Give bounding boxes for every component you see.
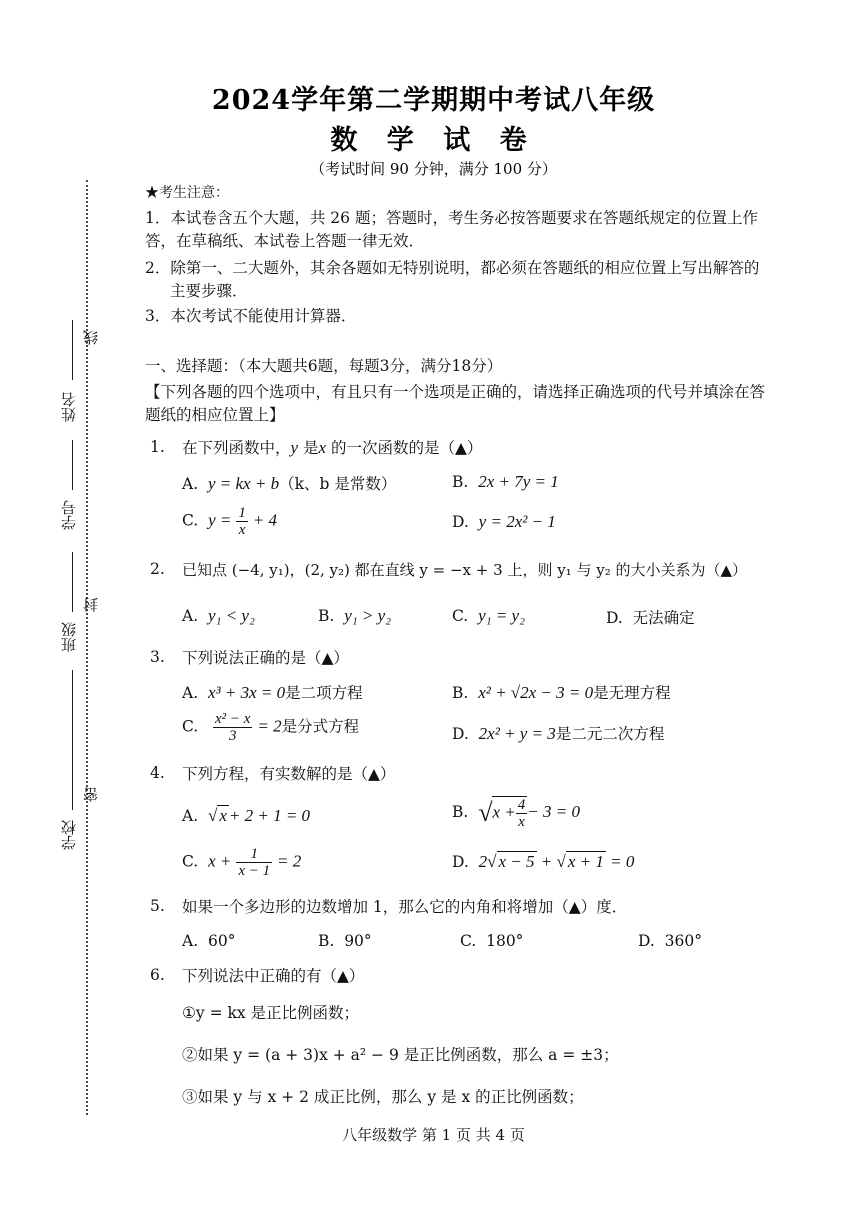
- q5-option-a: A. 60°: [182, 932, 236, 950]
- q6-item-2: ②如果 y = (a + 3)x + a² − 9 是正比例函数，那么 a = ±3；: [182, 1046, 619, 1064]
- notice-heading: ★考生注意：: [145, 185, 229, 201]
- q4-option-b: B. √x + $\frac{4}{x}$ − 3 = 0: [452, 797, 580, 830]
- q4-number: 4.: [150, 764, 165, 782]
- section1-heading: 一、选择题：（本大题共6题，每题3分，满分18分）: [145, 357, 503, 375]
- q1-stem: 在下列函数中，y 是x 的一次函数的是（▲）: [182, 438, 483, 457]
- q2-stem: 已知点 (−4, y₁)，(2, y₂) 都在直线 y = −x + 3 上，则 y₁ 与 y₂ 的大小关系为（▲）: [182, 561, 748, 579]
- exam-subtitle: 数 学 试 卷: [330, 125, 537, 156]
- q1-option-b: B. 2x + 7y = 1: [452, 472, 559, 491]
- q4-option-d: D. 2√ x − 5 + √ x + 1 = 0: [452, 852, 635, 871]
- q4-option-c: C. x + $\frac{1}{x - 1}$ = 2: [182, 846, 302, 879]
- section1-instruction-2: 题纸的相应位置上】: [145, 406, 285, 424]
- q1-number: 1.: [150, 438, 165, 456]
- school-underline: [72, 670, 73, 810]
- exam-time-note: （考试时间 90 分钟，满分 100 分）: [310, 160, 557, 178]
- q2-option-d: D. 无法确定: [606, 609, 695, 627]
- id-underline: [72, 440, 73, 490]
- q5-option-d: D. 360°: [638, 932, 703, 950]
- q2-option-b: B. y₁ > y₂: [318, 606, 392, 625]
- notice-line-3: 2．除第一、二大题外，其余各题如无特别说明，都必须在答题纸的相应位置上写出解答的: [145, 259, 760, 277]
- notice-line-5: 3．本次考试不能使用计算器．: [145, 307, 357, 325]
- q5-stem: 如果一个多边形的边数增加 1，那么它的内角和将增加（▲）度．: [182, 898, 628, 916]
- q6-item-3: ③如果 y 与 x + 2 成正比例，那么 y 是 x 的正比例函数；: [182, 1088, 584, 1106]
- class-label: 班级: [60, 622, 78, 652]
- binding-dotted-line: [86, 180, 88, 1115]
- id-label: 学号: [60, 500, 78, 530]
- school-label: 学校: [60, 820, 78, 850]
- q6-item-1: ①y = kx 是正比例函数；: [182, 1004, 360, 1022]
- q1-option-c: C. y = $\frac{1}{x}$ + 4: [182, 505, 277, 538]
- q2-option-a: A. y₁ < y₂: [182, 606, 255, 625]
- notice-line-4: 主要步骤．: [170, 282, 248, 300]
- page-footer: 八年级数学 第 1 页 共 4 页: [342, 1126, 525, 1144]
- q3-option-a: A. x³ + 3x = 0是二项方程: [182, 683, 363, 702]
- q1-option-d: D. y = 2x² − 1: [452, 512, 556, 531]
- q6-stem: 下列说法中正确的有（▲）: [182, 967, 365, 985]
- q3-option-c: C. $\frac{\text{x² − x}}{3}$ = 2是分式方程: [182, 711, 360, 744]
- seal-mark-line: 线: [82, 330, 100, 345]
- q5-number: 5.: [150, 897, 165, 915]
- q6-number: 6.: [150, 966, 165, 984]
- q3-stem: 下列说法正确的是（▲）: [182, 649, 349, 667]
- q4-stem: 下列方程，有实数解的是（▲）: [182, 765, 396, 783]
- seal-mark-seal: 封: [82, 597, 100, 612]
- q5-option-b: B. 90°: [318, 932, 372, 950]
- name-label: 姓名: [60, 392, 78, 422]
- q3-option-b: B. x² + √2x − 3 = 0是无理方程: [452, 683, 671, 702]
- notice-line-2: 答，在草稿纸、本试卷上答题一律无效．: [145, 232, 425, 250]
- class-underline: [72, 552, 73, 612]
- section1-instruction-1: 【下列各题的四个选项中，有且只有一个选项是正确的，请选择正确选项的代号并填涂在答: [145, 383, 766, 401]
- q2-option-c: C. y₁ = y₂: [452, 606, 525, 625]
- q3-option-d: D. 2x² + y = 3是二元二次方程: [452, 724, 665, 743]
- q2-number: 2.: [150, 560, 165, 578]
- seal-mark-close: 密: [82, 787, 100, 802]
- q5-option-c: C. 180°: [460, 932, 524, 950]
- name-underline: [72, 320, 73, 380]
- q3-number: 3.: [150, 648, 165, 666]
- notice-line-1: 1．本试卷含五个大题，共 26 题；答题时，考生务必按答题要求在答题纸规定的位置上作: [145, 209, 758, 227]
- q1-option-a: A. y = kx + b（k、b 是常数）: [182, 474, 397, 493]
- q4-option-a: A. √ x + 2 + 1 = 0: [182, 806, 311, 825]
- exam-title: 2024学年第二学期期中考试八年级: [211, 85, 656, 116]
